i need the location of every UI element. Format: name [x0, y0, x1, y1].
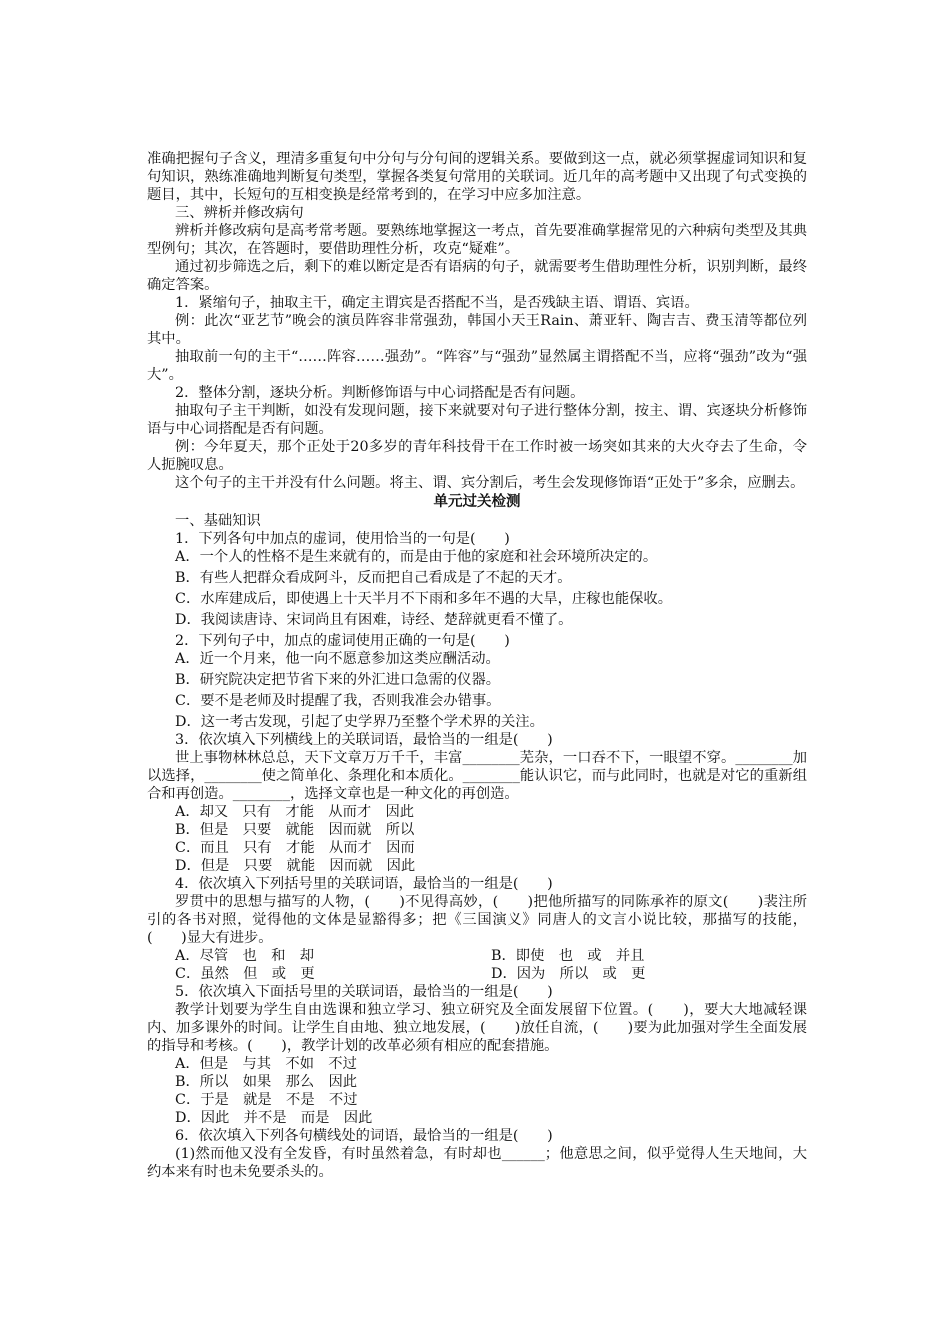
question-stem: 3．依次填入下列横线上的关联词语，最恰当的一组是( )	[175, 732, 553, 748]
paragraph: 2．整体分割，逐块分析。判断修饰语与中心词搭配是否有问题。	[175, 385, 585, 401]
question-passage: 罗贯中的思想与描写的人物，( )不见得高妙，( )把他所描写的同陈承祚的原文( )裴注所引的各书对照，觉得他的文体是显豁得多；把《三国演义》同唐人的文言小说比较，那描写的技能，( )显大有进步。	[147, 894, 807, 946]
paragraph: 准确把握句子含义，理清多重复句中分句与分句间的逻辑关系。要做到这一点，就必须掌握虚词知识和复句知识，熟练准确地判断复句类型，掌握各类复句常用的关联词。近几年的高考题中又出现了句式变换的题目，其中，长短句的互相变换是经常考到的，在学习中应多加注意。	[147, 151, 807, 203]
paragraph: 这个句子的主干并没有什么问题。将主、谓、宾分割后，考生会发现修饰语“正处于”多余，应删去。	[175, 475, 805, 491]
answer-option: C．要不是老师及时提醒了我，否则我准会办错事。	[175, 693, 501, 709]
answer-option: D．因为 所以 或 更	[491, 966, 646, 982]
answer-option: B．所以 如果 那么 因此	[175, 1074, 358, 1090]
question-stem: 5．依次填入下面括号里的关联词语，最恰当的一组是( )	[175, 984, 553, 1000]
answer-option: B．即使 也 或 并且	[491, 948, 645, 964]
answer-option: B．有些人把群众看成阿斗，反而把自己看成是了不起的天才。	[175, 570, 572, 586]
question-stem: 4．依次填入下列括号里的关联词语，最恰当的一组是( )	[175, 876, 553, 892]
paragraph: 抽取句子主干判断，如没有发现问题，接下来就要对句子进行整体分割，按主、谓、宾逐块分析修饰语与中心词搭配是否有问题。	[147, 403, 807, 437]
answer-option: A．一个人的性格不是生来就有的，而是由于他的家庭和社会环境所决定的。	[175, 549, 658, 565]
question-stem: 2．下列句子中，加点的虚词使用正确的一句是( )	[175, 633, 510, 649]
answer-option: D．我阅读唐诗、宋词尚且有困难，诗经、楚辞就更看不懂了。	[175, 612, 573, 628]
answer-option: C．虽然 但 或 更	[175, 966, 315, 982]
answer-option: C．于是 就是 不是 不过	[175, 1092, 358, 1108]
answer-option: D．因此 并不是 而是 因此	[175, 1110, 373, 1126]
answer-option: C．而且 只有 才能 从而才 因而	[175, 840, 415, 856]
answer-option: B．研究院决定把节省下来的外汇进口急需的仪器。	[175, 672, 501, 688]
answer-option: A．尽管 也 和 却	[175, 948, 314, 964]
paragraph: 例：今年夏天，那个正处于20多岁的青年科技骨干在工作时被一场突如其来的大火夺去了生命，令人扼腕叹息。	[147, 439, 807, 473]
paragraph: 1．紧缩句子，抽取主干，确定主谓宾是否搭配不当，是否残缺主语、谓语、宾语。	[175, 295, 699, 311]
answer-option: A．却又 只有 才能 从而才 因此	[175, 804, 415, 820]
question-stem: 1．下列各句中加点的虚词，使用恰当的一句是( )	[175, 531, 510, 547]
answer-option: B．但是 只要 就能 因而就 所以	[175, 822, 415, 838]
question-passage: 世上事物林林总总，天下文章万万千千，丰富________芜杂，一口吞不下，一眼望不穿。________加以选择，________使之简单化、条理化和本质化。________能认识它，而与此同时，也就是对它的重新组合和再创造。________，选择文章也是一种文化的再创造。	[147, 750, 807, 802]
section-title: 单元过关检测	[433, 494, 521, 510]
paragraph: 通过初步筛选之后，剩下的难以断定是否有语病的句子，就需要考生借助理性分析，识别判断，最终确定答案。	[147, 259, 807, 293]
paragraph: 例：此次“亚艺节”晚会的演员阵容非常强劲，韩国小天王Rain、萧亚轩、陶吉吉、费玉清等都位列其中。	[147, 313, 807, 347]
answer-option: A．但是 与其 不如 不过	[175, 1056, 357, 1072]
answer-option: A．近一个月来，他一向不愿意参加这类应酬活动。	[175, 651, 500, 667]
answer-option: C．水库建成后，即使遇上十天半月不下雨和多年不遇的大旱，庄稼也能保收。	[175, 591, 673, 607]
question-stem: 6．依次填入下列各句横线处的词语，最恰当的一组是( )	[175, 1128, 553, 1144]
section-heading: 三、辨析并修改病句	[175, 205, 304, 221]
paragraph: 辨析并修改病句是高考常考题。要熟练地掌握这一考点，首先要准确掌握常见的六种病句类型及其典型例句；其次，在答题时，要借助理性分析，攻克“疑难”。	[147, 223, 807, 257]
document-page	[147, 150, 807, 1181]
paragraph: 抽取前一句的主干“……阵容……强劲”。“阵容”与“强劲”显然属主谓搭配不当，应将“强劲”改为“强大”。	[147, 349, 807, 383]
question-passage: 教学计划要为学生自由选课和独立学习、独立研究及全面发展留下位置。( )，要大大地减轻课内、加多课外的时间。让学生自由地、独立地发展，( )放任自流，( )要为此加强对学生全面发展的指导和考核。( )，教学计划的改革必须有相应的配套措施。	[147, 1002, 807, 1054]
part-heading: 一、基础知识	[175, 513, 261, 529]
answer-option-row	[147, 965, 807, 983]
answer-option: D．但是 只要 就能 因而就 因此	[175, 858, 416, 874]
answer-option: D．这一考古发现，引起了史学界乃至整个学术界的关注。	[175, 714, 544, 730]
answer-option-row	[147, 947, 807, 965]
question-passage: (1)然而他又没有全发昏，有时虽然着急，有时却也______；他意思之间，似乎觉得人生天地间，大约本来有时也未免要杀头的。	[147, 1146, 807, 1180]
